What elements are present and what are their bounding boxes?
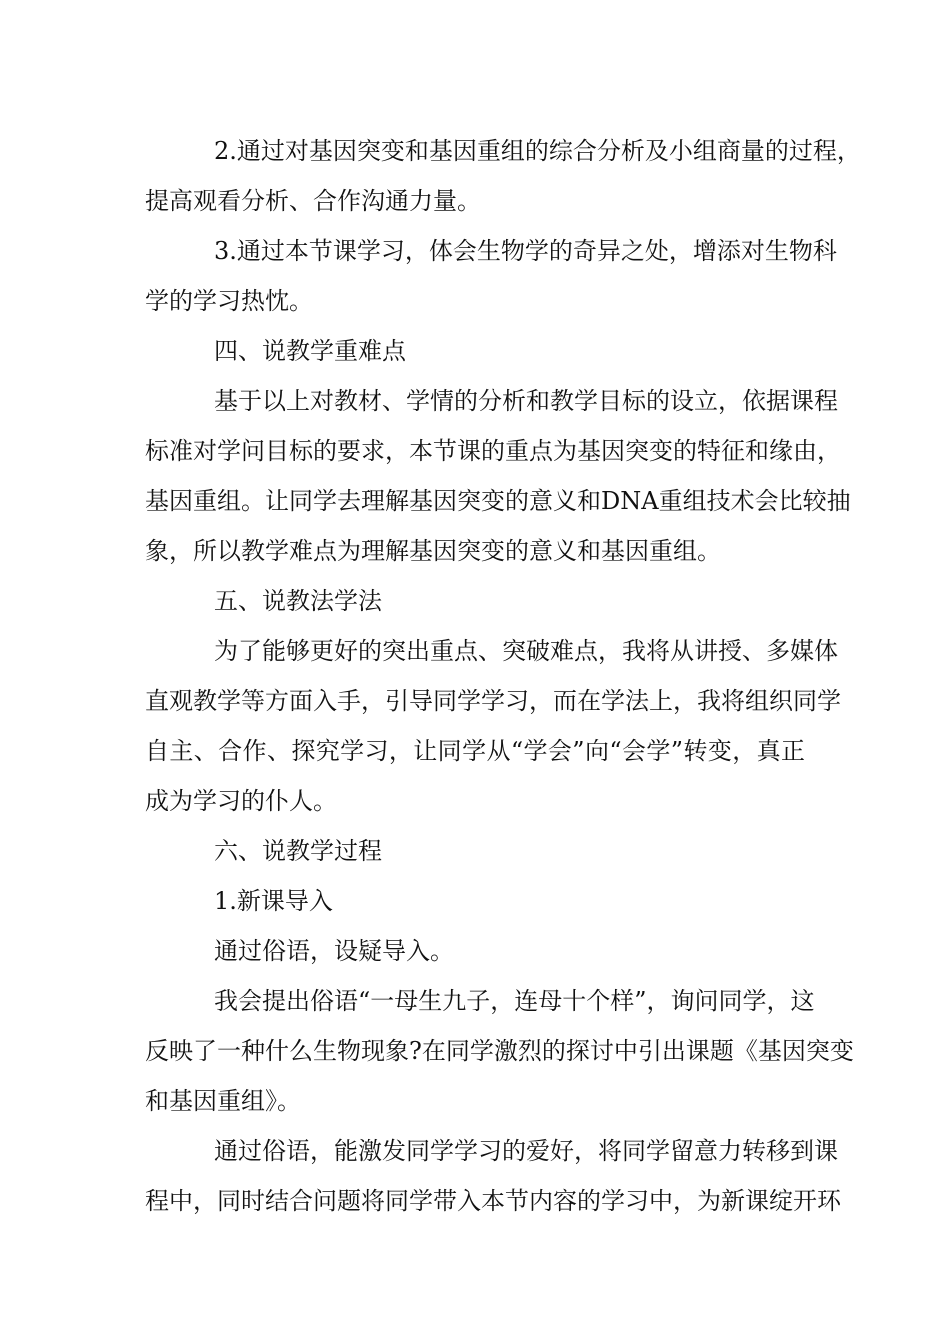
section-heading: 五、说教法学法 [214,587,382,615]
paragraph-line: 为了能够更好的突出重点、突破难点，我将从讲授、多媒体 [214,637,838,665]
paragraph-line: 标准对学问目标的要求，本节课的重点为基因突变的特征和缘由， [145,437,841,465]
subsection-heading: 1.新课导入 [214,887,333,915]
paragraph-line: 成为学习的仆人。 [145,787,337,815]
section-heading: 四、说教学重难点 [214,337,406,365]
paragraph-line: 3.通过本节课学习，体会生物学的奇异之处，增添对生物科 [214,237,837,265]
paragraph-line: 直观教学等方面入手，引导同学学习，而在学法上，我将组织同学 [145,687,841,715]
paragraph-line: 我会提出俗语“一母生九子，连母十个样”，询问同学，这 [214,987,815,1015]
paragraph-line: 自主、合作、探究学习，让同学从“学会”向“会学”转变，真正 [145,737,805,765]
paragraph-line: 程中，同时结合问题将同学带入本节内容的学习中，为新课绽开环 [145,1187,841,1215]
paragraph-line: 基因重组。让同学去理解基因突变的意义和DNA重组技术会比较抽 [145,487,851,515]
paragraph-line: 通过俗语，设疑导入。 [214,937,454,965]
paragraph-line: 基于以上对教材、学情的分析和教学目标的设立，依据课程 [214,387,838,415]
paragraph-line: 和基因重组》。 [145,1087,301,1115]
paragraph-line: 象，所以教学难点为理解基因突变的意义和基因重组。 [145,537,721,565]
paragraph-line: 通过俗语，能激发同学学习的爱好，将同学留意力转移到课 [214,1137,838,1165]
paragraph-line: 提高观看分析、合作沟通力量。 [145,187,481,215]
paragraph-line: 学的学习热忱。 [145,287,313,315]
section-heading: 六、说教学过程 [214,837,382,865]
paragraph-line: 反映了一种什么生物现象?在同学激烈的探讨中引出课题《基因突变 [145,1037,854,1065]
paragraph-line: 2.通过对基因突变和基因重组的综合分析及小组商量的过程， [214,137,861,165]
